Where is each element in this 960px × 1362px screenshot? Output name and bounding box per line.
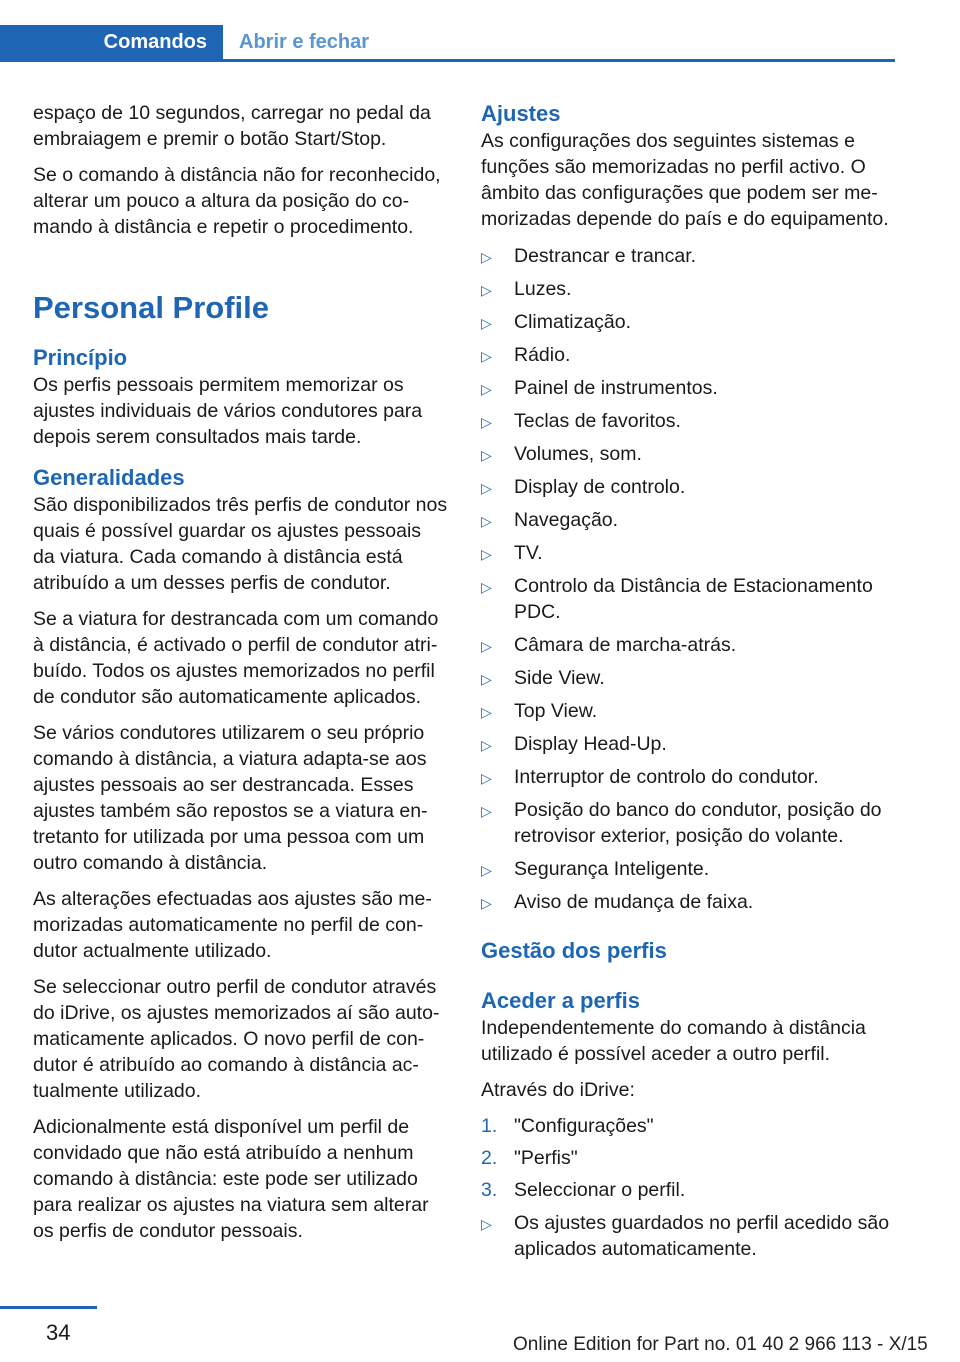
list-item	[481, 374, 896, 401]
footer-rule	[0, 1306, 97, 1309]
list-item-text: Display Head-Up.	[514, 733, 667, 755]
step-text: "Configurações"	[514, 1115, 654, 1137]
paragraph: As configurações dos seguintes sistemas e funções são memorizadas no perfil activo. O âmbito das configurações que podem ser memorizadas depende do país e do equipamento.	[481, 130, 889, 230]
triangle-bullet-icon: ▷	[481, 381, 492, 397]
heading-generalidades: Generalidades	[33, 465, 185, 490]
list-item-text: TV.	[514, 542, 543, 564]
paragraph: São disponibilizados três perfis de condutor nos quais é possível guardar os ajustes pessoais da viatura. Cada comando à distância está atribuído a um desses perfis de condutor.	[33, 494, 448, 594]
paragraph: Se a viatura for destrancada com um comando à distância, é activado o perfil de condutor atribuído. Todos os ajustes memorizados no perfil de condutor são automaticamente aplicados.	[33, 608, 439, 708]
step-item	[481, 1113, 896, 1139]
triangle-bullet-icon: ▷	[481, 546, 492, 562]
list-item-text: Interruptor de controlo do condutor.	[514, 766, 819, 788]
list-item-text: Posição do banco do condutor, posição do retrovisor exterior, posição do volante.	[514, 799, 882, 847]
right-column	[481, 100, 896, 1268]
heading-ajustes: Ajustes	[481, 101, 561, 126]
list-item	[481, 341, 896, 368]
paragraph: espaço de 10 segundos, carregar no pedal da embraiagem e premir o botão Start/Stop.	[33, 102, 431, 150]
left-column	[33, 100, 448, 1254]
list-item	[481, 1209, 896, 1262]
header-tabs	[0, 25, 895, 62]
triangle-bullet-icon: ▷	[481, 282, 492, 298]
list-item	[481, 275, 896, 302]
list-item	[481, 631, 896, 658]
triangle-bullet-icon: ▷	[481, 249, 492, 265]
paragraph: Se o comando à distância não for reconhecido, alterar um pouco a altura da posição do comando à distância e repetir o procedimento.	[33, 164, 441, 238]
paragraph: As alterações efectuadas aos ajustes são memorizadas automaticamente no perfil de condutor actualmente utilizado.	[33, 888, 432, 962]
list-item-text: Side View.	[514, 667, 605, 689]
list-item-text: Painel de instrumentos.	[514, 377, 718, 399]
list-item-text: Top View.	[514, 700, 598, 722]
list-item-text: Luzes.	[514, 278, 572, 300]
list-item-text: Câmara de marcha-atrás.	[514, 634, 737, 656]
page-number: 34	[46, 1320, 71, 1345]
triangle-bullet-icon: ▷	[481, 447, 492, 463]
list-item-text: Destrancar e trancar.	[514, 245, 697, 267]
tab-abrir-e-fechar[interactable]: Abrir e fechar	[239, 31, 370, 53]
list-item-text: Navegação.	[514, 509, 619, 531]
list-item-text: Aviso de mudança de faixa.	[514, 891, 754, 913]
result-list	[481, 1209, 896, 1262]
list-item	[481, 506, 896, 533]
triangle-bullet-icon: ▷	[481, 348, 492, 364]
header-rule	[0, 59, 895, 62]
list-item	[481, 888, 896, 915]
triangle-bullet-icon: ▷	[481, 803, 492, 819]
paragraph: Através do iDrive:	[481, 1079, 635, 1101]
tab-comandos[interactable]: Comandos	[0, 25, 223, 59]
edition-note: Online Edition for Part no. 01 40 2 966 113 - X/15	[513, 1334, 928, 1355]
step-item	[481, 1177, 896, 1203]
step-number: 3.	[481, 1179, 498, 1201]
triangle-bullet-icon: ▷	[481, 638, 492, 654]
list-item-text: Display de controlo.	[514, 476, 686, 498]
list-item	[481, 572, 896, 625]
step-number: 1.	[481, 1115, 498, 1137]
heading-gestao-dos-perfis: Gestão dos perfis	[481, 938, 667, 963]
result-text: Os ajustes guardados no perfil acedido são aplicados automaticamente.	[514, 1212, 890, 1260]
list-item-text: Rádio.	[514, 344, 571, 366]
list-item-text: Climatização.	[514, 311, 632, 333]
list-item-text: Controlo da Distância de Estacionamento PDC.	[514, 575, 873, 623]
list-item	[481, 796, 896, 849]
step-number: 2.	[481, 1147, 498, 1169]
list-item	[481, 473, 896, 500]
heading-aceder-a-perfis: Aceder a perfis	[481, 988, 640, 1013]
list-item-text: Segurança Inteligente.	[514, 858, 710, 880]
triangle-bullet-icon: ▷	[481, 704, 492, 720]
list-item	[481, 242, 896, 269]
triangle-bullet-icon: ▷	[481, 579, 492, 595]
triangle-bullet-icon: ▷	[481, 414, 492, 430]
triangle-bullet-icon: ▷	[481, 737, 492, 753]
steps-list	[481, 1113, 896, 1203]
triangle-bullet-icon: ▷	[481, 480, 492, 496]
triangle-bullet-icon: ▷	[481, 513, 492, 529]
triangle-bullet-icon: ▷	[481, 315, 492, 331]
paragraph: Independentemente do comando à distância utilizado é possível aceder a outro perfil.	[481, 1017, 866, 1065]
list-item	[481, 855, 896, 882]
heading-principio: Princípio	[33, 345, 128, 370]
list-item	[481, 664, 896, 691]
triangle-bullet-icon: ▷	[481, 671, 492, 687]
triangle-bullet-icon: ▷	[481, 1216, 492, 1232]
step-item	[481, 1145, 896, 1171]
list-item	[481, 539, 896, 566]
list-item	[481, 763, 896, 790]
triangle-bullet-icon: ▷	[481, 862, 492, 878]
list-item	[481, 308, 896, 335]
step-text: "Perfis"	[514, 1147, 578, 1169]
paragraph: Se vários condutores utilizarem o seu próprio comando à distância, a viatura adapta-se aos ajustes pessoais ao ser destrancada. Esses ajustes também são repostos se a viatura entretanto for utilizada por uma pessoa com um outro comando à distância.	[33, 722, 428, 874]
list-item	[481, 697, 896, 724]
triangle-bullet-icon: ▷	[481, 895, 492, 911]
list-item	[481, 440, 896, 467]
list-item-text: Volumes, som.	[514, 443, 642, 465]
paragraph: Adicionalmente está disponível um perfil de convidado que não está atribuído a nenhum comando à distância: este pode ser utilizado para realizar os ajustes na viatura sem alterar os perfis de condutor pessoais.	[33, 1116, 429, 1242]
list-item-text: Teclas de favoritos.	[514, 410, 681, 432]
paragraph: Se seleccionar outro perfil de condutor através do iDrive, os ajustes memorizados aí são automaticamente aplicados. O novo perfil de condutor é atribuído ao comando à distância actualmente utilizado.	[33, 976, 440, 1102]
paragraph: Os perfis pessoais permitem memorizar os ajustes individuais de vários condutores para depois serem consultados mais tarde.	[33, 374, 423, 448]
triangle-bullet-icon: ▷	[481, 770, 492, 786]
step-text: Seleccionar o perfil.	[514, 1179, 686, 1201]
section-title: Personal Profile	[33, 290, 270, 325]
settings-list	[481, 242, 896, 915]
list-item	[481, 730, 896, 757]
list-item	[481, 407, 896, 434]
